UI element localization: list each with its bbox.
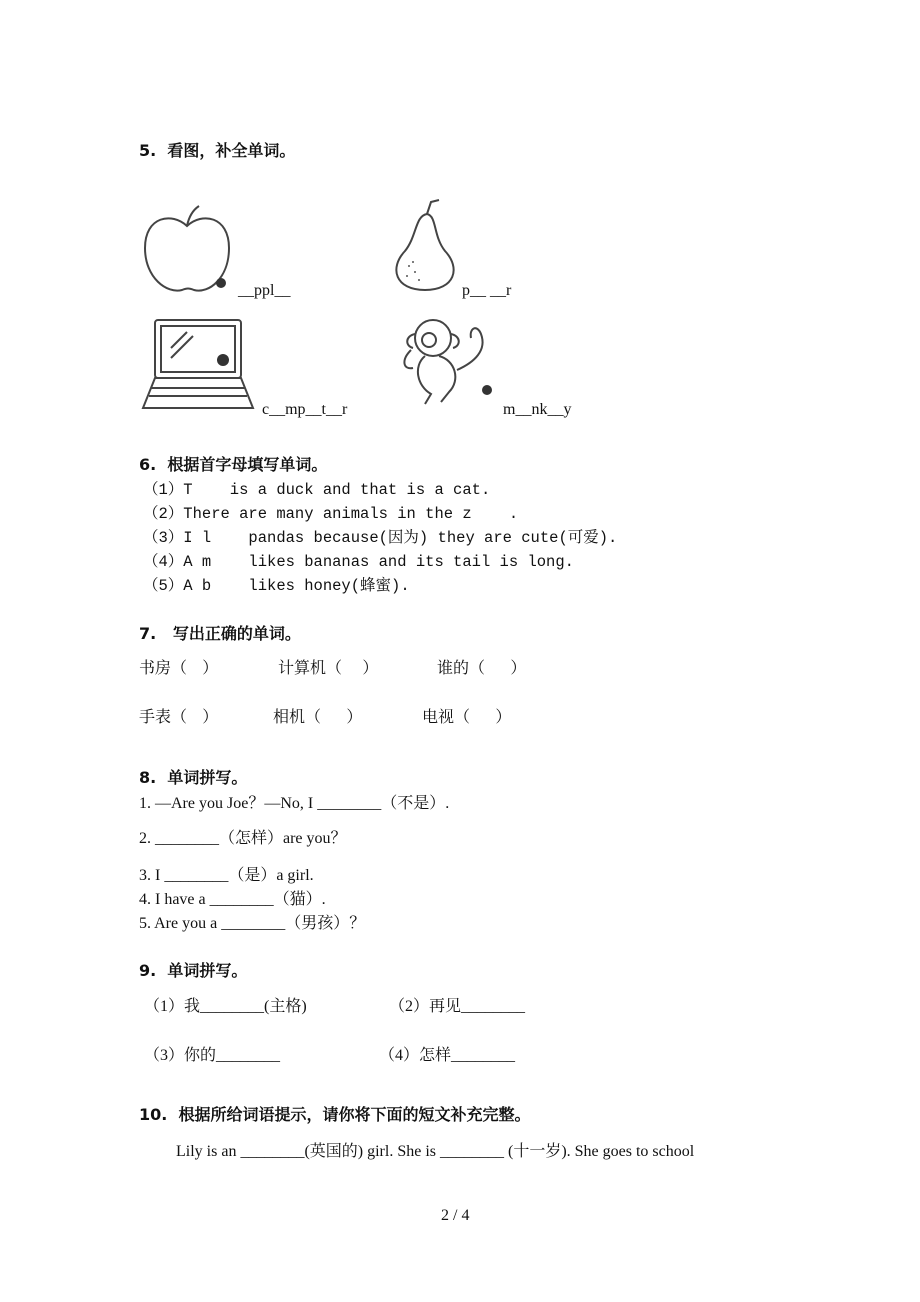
q8-heading: 8. 单词拼写。	[139, 768, 248, 787]
q5-heading: 5. 看图，补全单词。	[139, 141, 296, 160]
q6-line-5: （5）A b likes honey(蜂蜜).	[143, 577, 410, 595]
monkey-icon	[395, 310, 505, 410]
q6-line-2: （2）There are many animals in the z .	[143, 505, 519, 523]
q8-line-1: 1. —Are you Joe？—No, I ________（不是）.	[139, 795, 450, 812]
q8-line-4: 4. I have a ________（猫）.	[139, 891, 326, 908]
q7-row1-item3: 谁的（ ）	[437, 658, 527, 677]
q6-line-1: （1）T is a duck and that is a cat.	[143, 481, 491, 499]
q10-passage: Lily is an ________(英国的) girl. She is ________ (十一岁). She goes to school	[176, 1143, 695, 1160]
q8-line-3: 3. I ________（是）a girl.	[139, 867, 314, 884]
q9-item-1: （1）我________(主格)	[144, 998, 307, 1015]
pear-icon	[385, 196, 465, 296]
q9-item-2: （2）再见________	[389, 998, 526, 1015]
q7-row2-item2: 相机（ ）	[273, 707, 363, 726]
q10-heading: 10. 根据所给词语提示，请你将下面的短文补充完整。	[139, 1105, 531, 1124]
q7-row2-item3: 电视（ ）	[422, 707, 512, 726]
q7-row1-item1: 书房（ ）	[139, 658, 219, 677]
q8-line-2: 2. ________（怎样）are you？	[139, 830, 347, 847]
monkey-word: m__nk__y	[503, 401, 572, 418]
q6-line-3: （3）I l pandas because(因为) they are cute(可爱).	[143, 529, 618, 547]
q9-item-3: （3）你的________	[144, 1047, 281, 1064]
page-number: 2 / 4	[441, 1207, 470, 1224]
q9-heading: 9. 单词拼写。	[139, 961, 248, 980]
q8-line-5: 5. Are you a ________（男孩）？	[139, 915, 366, 932]
laptop-icon	[137, 314, 257, 414]
q7-heading: 7. 写出正确的单词。	[139, 624, 301, 643]
laptop-word: c__mp__t__r	[262, 401, 348, 418]
apple-icon	[137, 198, 237, 298]
pear-word: p__ __r	[462, 282, 512, 299]
q6-line-4: （4）A m likes bananas and its tail is long.	[143, 553, 574, 571]
q9-item-4: （4）怎样________	[379, 1047, 516, 1064]
q6-heading: 6. 根据首字母填写单词。	[139, 455, 328, 474]
q7-row1-item2: 计算机（ ）	[278, 658, 379, 677]
q7-row2-item1: 手表（ ）	[139, 707, 219, 726]
apple-word: __ppl__	[238, 282, 291, 299]
